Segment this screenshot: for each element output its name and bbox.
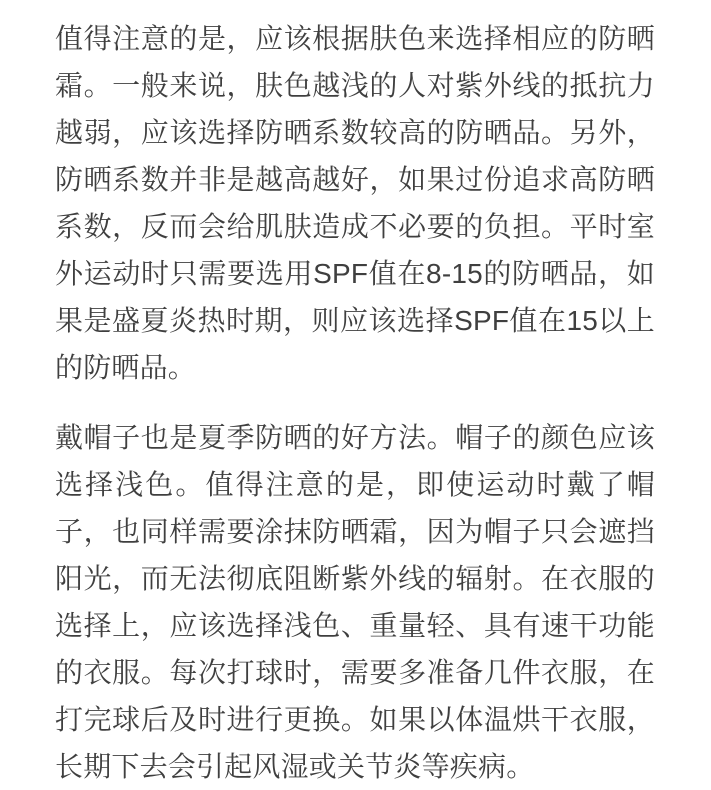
paragraph-hat-and-clothing: 戴帽子也是夏季防晒的好方法。帽子的颜色应该选择浅色。值得注意的是，即使运动时戴了帽子，也同样需要涂抹防晒霜，因为帽子只会遮挡阳光，而无法彻底阻断紫外线的辐射。在衣服的选择上，应该选择浅色、重量轻、具有速干功能的衣服。每次打球时，需要多准备几件衣服，在打完球后及时进行更换。如果以体温烘干衣服，长期下去会引起风湿或关节炎等疾病。 <box>55 422 655 782</box>
paragraph-sunscreen-selection: 值得注意的是，应该根据肤色来选择相应的防晒霜。一般来说，肤色越浅的人对紫外线的抵抗力越弱，应该选择防晒系数较高的防晒品。另外，防晒系数并非是越高越好，如果过份追求高防晒系数，反而会给肌肤造成不必要的负担。平时室外运动时只需要选用SPF值在8-15的防晒品，如果是盛夏炎热时期，则应该选择SPF值在15以上的防晒品。 <box>55 23 655 383</box>
